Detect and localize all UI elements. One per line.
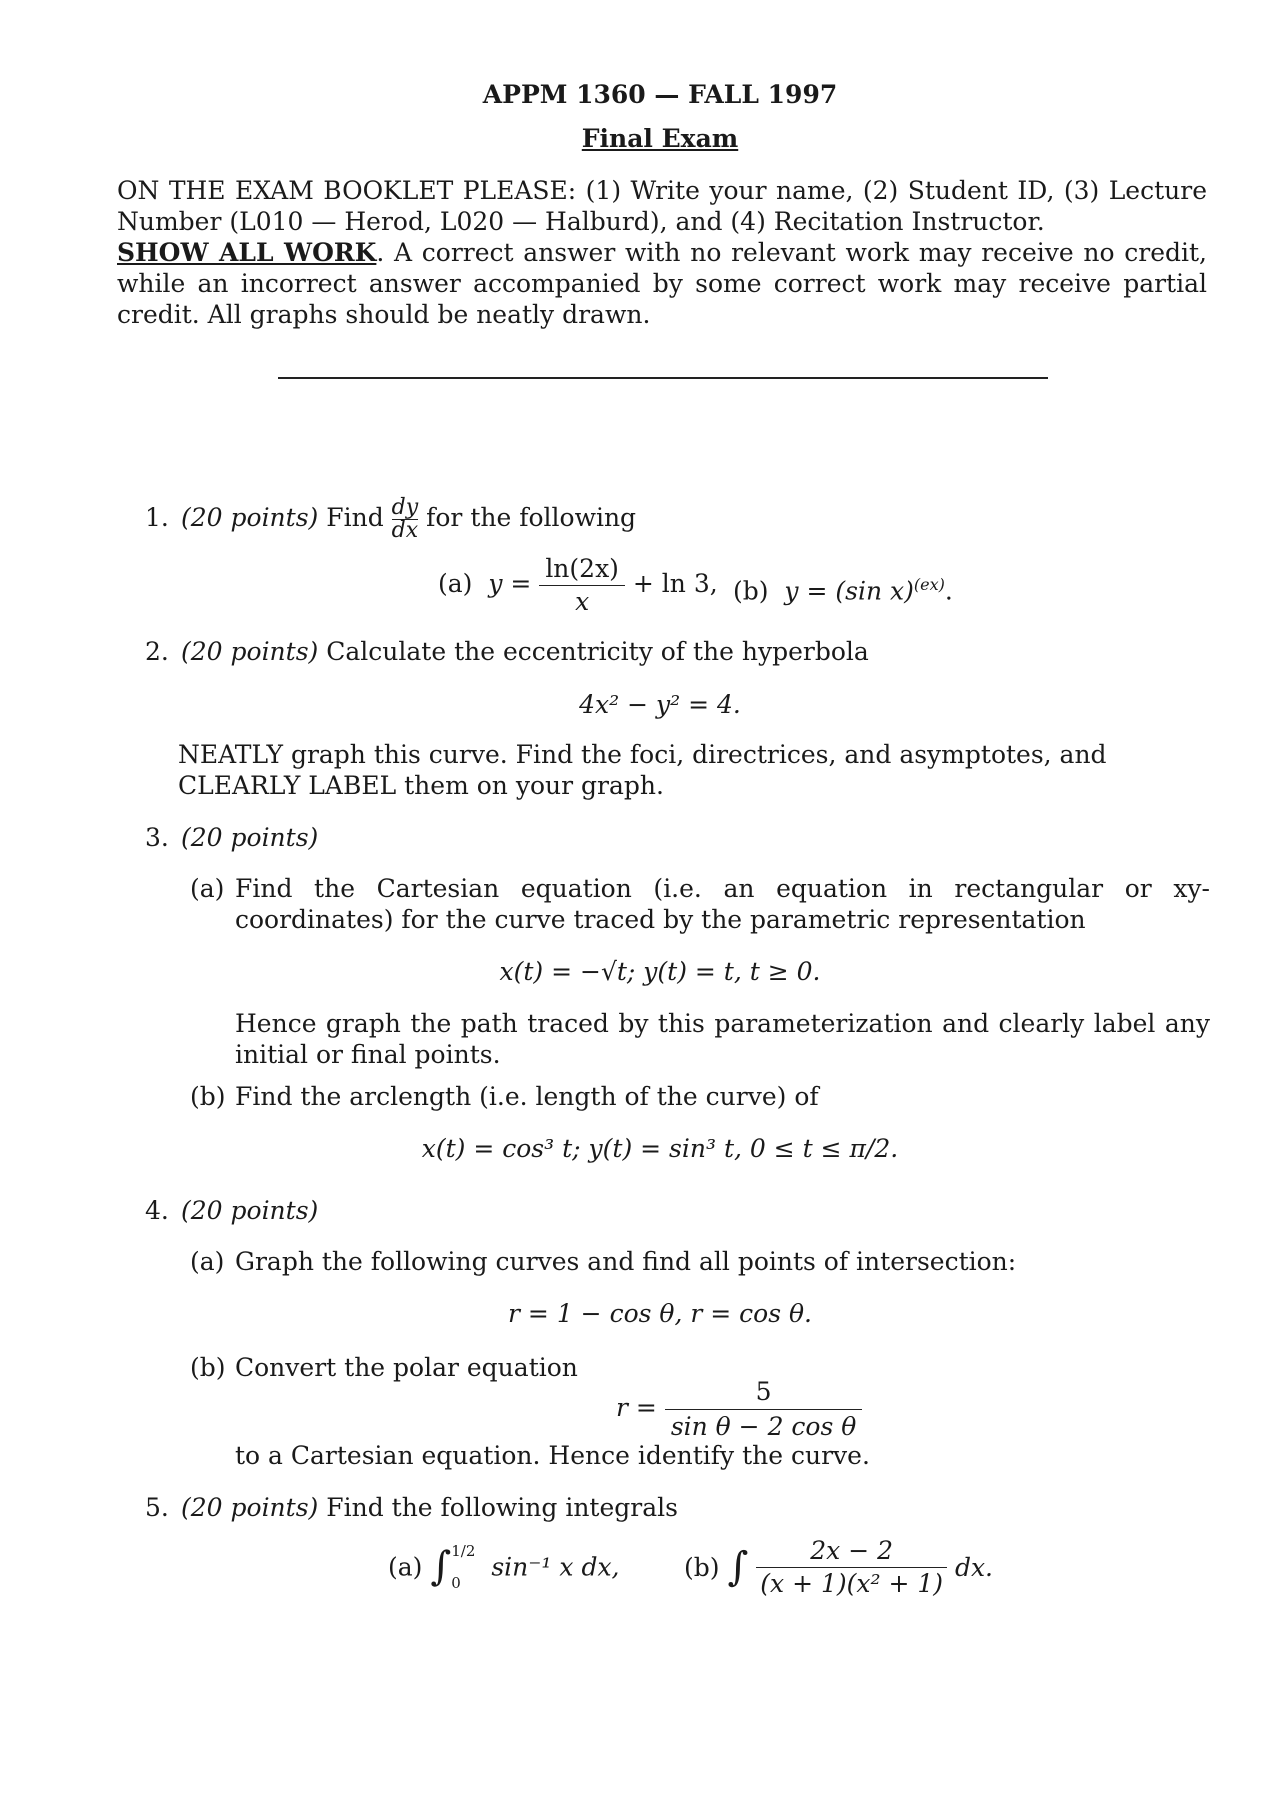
problem-number: 1.: [145, 503, 169, 532]
problem-text: Find the following integrals: [326, 1493, 678, 1522]
part-label: (b): [684, 1553, 720, 1582]
hyperbola-equation: 4x² − y² = 4.: [579, 690, 741, 719]
problem-3a-text: Find the Cartesian equation (i.e. an equation in rectangular or xy-coordinates) for the curve traced by the parametric representation: [235, 874, 1210, 934]
part-label: (b): [190, 1082, 226, 1111]
show-all-work-text: . A correct answer with no relevant work may receive no credit, while an incorrect answer accompanied by some correct work may receive partial credit. All graphs should be neatly drawn.: [117, 238, 1207, 329]
part-label: (a): [388, 1552, 423, 1582]
equation-fraction: $\frac{\ln(2x)}{x}$: [539, 553, 625, 618]
equation-lhs: r =: [616, 1393, 657, 1422]
parametric-equation-b: x(t) = cos³ t; y(t) = sin³ t, 0 ≤ t ≤ π/2.: [421, 1134, 899, 1163]
problem-3-heading: [145, 822, 318, 853]
problem-4b-follow: to a Cartesian equation. Hence identify the curve.: [235, 1441, 870, 1470]
dy-dx-fraction: $\frac{dy}{dx}$: [391, 495, 419, 543]
problem-4a-text: Graph the following curves and find all points of intersection:: [235, 1247, 1017, 1276]
equation-tail: + ln 3,: [632, 569, 718, 598]
equation-fraction: $\frac{5}{\text{sin θ − 2 cos θ}}$: [665, 1375, 863, 1444]
problem-1a: [438, 553, 718, 618]
problem-1b: (b) y = (sin x)$^{(ex)}$.: [733, 575, 953, 606]
problem-number: 2.: [145, 637, 169, 666]
integral-icon: ∫: [727, 1544, 749, 1590]
problem-number: 5.: [145, 1493, 169, 1522]
exam-subtitle: Final Exam: [581, 124, 739, 153]
problem-points: (20 points): [181, 637, 319, 666]
problem-points: (20 points): [181, 1493, 319, 1522]
booklet-instructions: ON THE EXAM BOOKLET PLEASE: (1) Write your name, (2) Student ID, (3) Lecture Number (L010 — Herod, L020 — Halburd), and (4) Recitation Instructor.: [117, 176, 1207, 236]
integral-limits: 1/2 0: [451, 1542, 476, 1592]
integral-icon: ∫: [430, 1543, 452, 1590]
equation-lhs: y =: [488, 569, 532, 598]
integrand-tail: dx.: [954, 1553, 994, 1582]
part-label: (b): [190, 1353, 226, 1382]
problem-1-heading: [145, 497, 636, 542]
integrand: sin⁻¹ x dx,: [491, 1552, 620, 1582]
part-label: (a): [438, 569, 473, 598]
problem-3b-text: Find the arclength (i.e. length of the curve) of: [235, 1082, 819, 1111]
problem-text: Calculate the eccentricity of the hyperbola: [326, 637, 869, 666]
problem-points: (20 points): [181, 823, 319, 852]
part-label: (a): [190, 874, 225, 903]
problem-points: (20 points): [181, 1196, 319, 1225]
problem-3a-follow: Hence graph the path traced by this parameterization and clearly label any initial or final points.: [235, 1009, 1210, 1069]
problem-2-instructions: NEATLY graph this curve. Find the foci, directrices, and asymptotes, and CLEARLY LABEL them on your graph.: [178, 740, 1107, 800]
exam-title: APPM 1360 — FALL 1997: [482, 80, 838, 109]
part-label: (a): [190, 1247, 225, 1276]
part-label: (b): [733, 576, 769, 606]
problem-4b-text: Convert the polar equation: [235, 1353, 578, 1382]
problem-points: (20 points): [181, 503, 319, 532]
polar-equation: [616, 1375, 862, 1444]
problem-5-heading: [145, 1492, 678, 1523]
parametric-equation-a: x(t) = −√t; y(t) = t, t ≥ 0.: [499, 957, 821, 986]
instructions-block: [117, 175, 1207, 330]
problem-5b: [684, 1535, 993, 1605]
problem-4-heading: [145, 1195, 318, 1226]
equation: y = (sin x): [784, 576, 914, 606]
polar-curves-equation: r = 1 − cos θ, r = cos θ.: [508, 1299, 812, 1328]
problem-text: Find: [326, 503, 384, 532]
divider-line: [278, 377, 1048, 379]
problem-number: 3.: [145, 823, 169, 852]
problem-text: for the following: [426, 503, 637, 532]
problem-5a: [388, 1535, 620, 1605]
problem-number: 4.: [145, 1196, 169, 1225]
integrand-fraction: $\frac{2x - 2}{\text{(x + 1)(x² + 1)}}$: [756, 1535, 947, 1600]
exponent: (ex): [913, 575, 945, 594]
problem-2-heading: [145, 636, 869, 667]
show-all-work-label: SHOW ALL WORK: [117, 238, 377, 267]
